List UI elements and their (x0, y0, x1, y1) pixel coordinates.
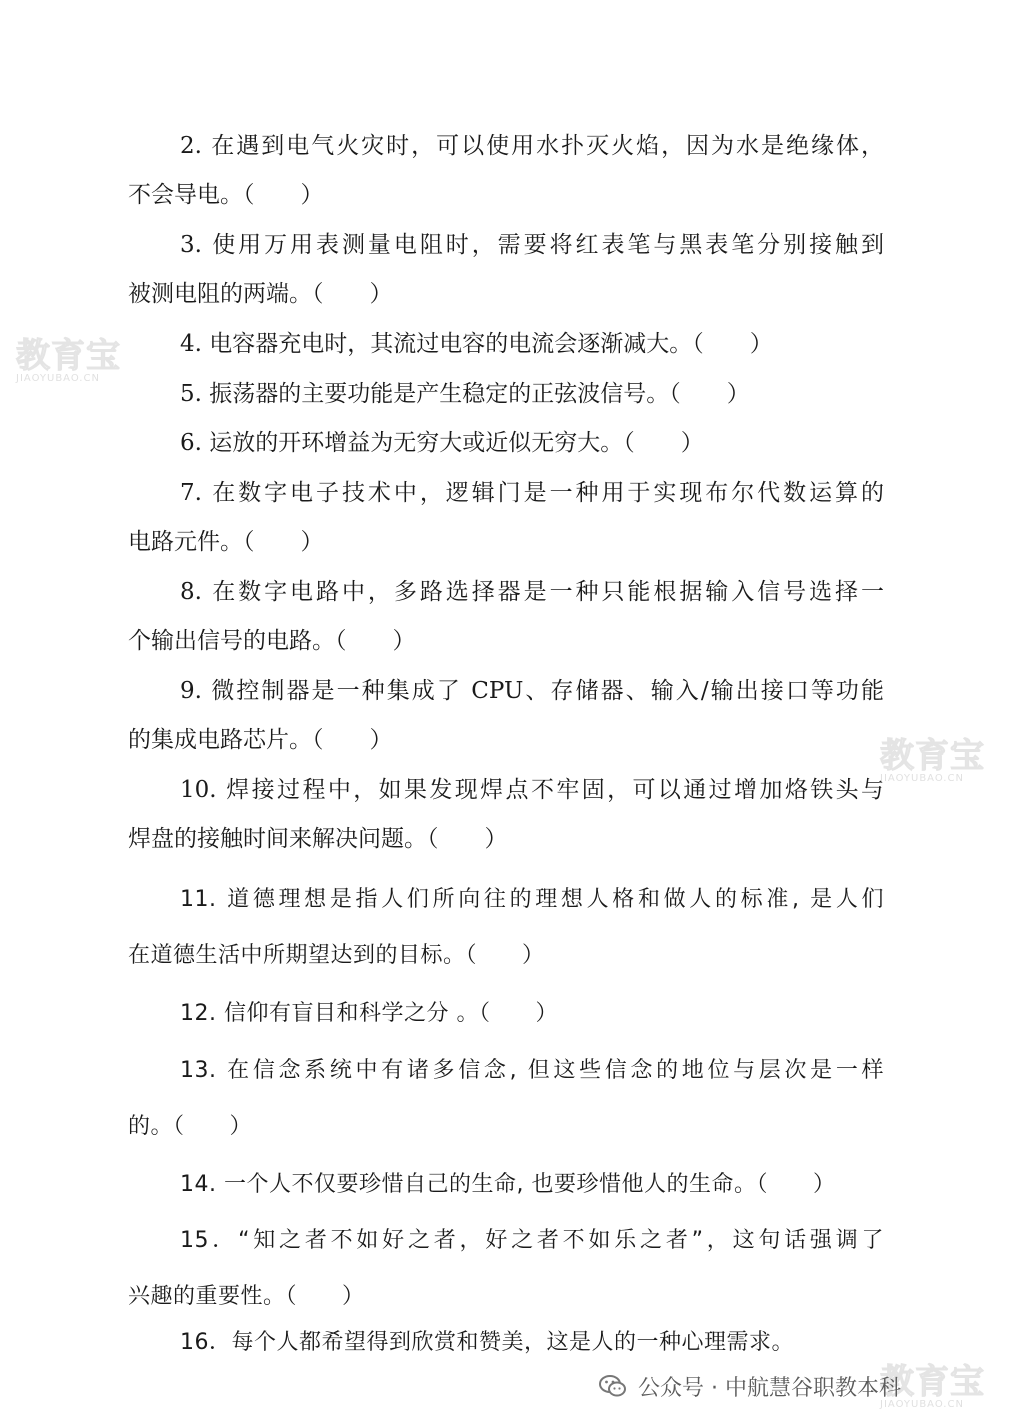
question-7 (128, 469, 884, 567)
question-line: 8. 在数字电路中，多路选择器是一种只能根据输入信号选择一 (180, 579, 884, 605)
question-line: 15．“知之者不如好之者，好之者不如乐之者”，这句话强调了 (180, 1228, 884, 1253)
watermark-domain: JIAOYUBAO.CN (880, 1399, 964, 1410)
watermark-domain: JIAOYUBAO.CN (16, 373, 100, 384)
question-4 (128, 320, 884, 369)
wechat-account-footer (598, 1366, 901, 1406)
watermark-logo (880, 728, 985, 784)
question-line: 被测电阻的两端。（ ） (128, 281, 393, 307)
question-line: 3. 使用万用表测量电阻时，需要将红表笔与黑表笔分别接触到 (180, 232, 884, 258)
question-3 (128, 221, 884, 319)
question-line: 不会导电。（ ） (128, 182, 324, 208)
question-line: 4. 电容器充电时，其流过电容的电流会逐渐减大。（ ） (180, 331, 773, 357)
question-10 (128, 766, 884, 864)
question-line: 14. 一个人不仅要珍惜自己的生命, 也要珍惜他人的生命。（ ） (180, 1172, 836, 1197)
wechat-icon (598, 1373, 628, 1399)
watermark-logo (16, 328, 121, 384)
watermark-domain: JIAOYUBAO.CN (880, 773, 964, 784)
question-line: 10. 焊接过程中，如果发现焊点不牢固，可以通过增加烙铁头与 (180, 777, 884, 803)
question-2 (128, 122, 884, 220)
watermark-brand: 教育宝 (880, 1362, 985, 1402)
question-15 (128, 1213, 884, 1325)
question-5 (128, 370, 884, 419)
watermark-brand: 教育宝 (880, 736, 985, 776)
question-line: 13. 在信念系统中有诸多信念, 但这些信念的地位与层次是一样 (180, 1058, 884, 1083)
watermark-brand: 教育宝 (16, 336, 121, 376)
question-line: 12. 信仰有盲目和科学之分 。（ ） (180, 1001, 558, 1026)
question-12 (128, 986, 884, 1042)
question-line: 9. 微控制器是一种集成了 CPU、存储器、输入/输出接口等功能 (180, 678, 884, 704)
question-line: 焊盘的接触时间来解决问题。（ ） (128, 826, 508, 852)
question-line: 5. 振荡器的主要功能是产生稳定的正弦波信号。（ ） (180, 381, 750, 407)
question-line: 的集成电路芯片。（ ） (128, 727, 393, 753)
question-8 (128, 568, 884, 666)
question-line: 16．每个人都希望得到欣赏和赞美，这是人的一种心理需求。 (180, 1330, 794, 1355)
wechat-account-label: 公众号 · 中航慧谷职教本科 (638, 1375, 901, 1401)
question-6 (128, 419, 884, 468)
question-line: 在道德生活中所期望达到的目标。（ ） (128, 943, 545, 968)
question-14 (128, 1157, 884, 1213)
question-9 (128, 667, 884, 765)
question-line: 电路元件。（ ） (128, 529, 324, 555)
question-line: 11. 道德理想是指人们所向往的理想人格和做人的标准, 是人们 (180, 887, 884, 912)
question-13 (128, 1043, 884, 1155)
question-line: 个输出信号的电路。（ ） (128, 628, 416, 654)
question-line: 6. 运放的开环增益为无穷大或近似无穷大。（ ） (180, 430, 704, 456)
question-line: 的。（ ） (128, 1114, 253, 1139)
question-line: 2. 在遇到电气火灾时，可以使用水扑灭火焰，因为水是绝缘体， (180, 133, 884, 159)
question-11 (128, 872, 884, 984)
question-16 (128, 1315, 884, 1371)
question-line: 兴趣的重要性。（ ） (128, 1284, 365, 1309)
question-line: 7. 在数字电子技术中，逻辑门是一种用于实现布尔代数运算的 (180, 480, 884, 506)
